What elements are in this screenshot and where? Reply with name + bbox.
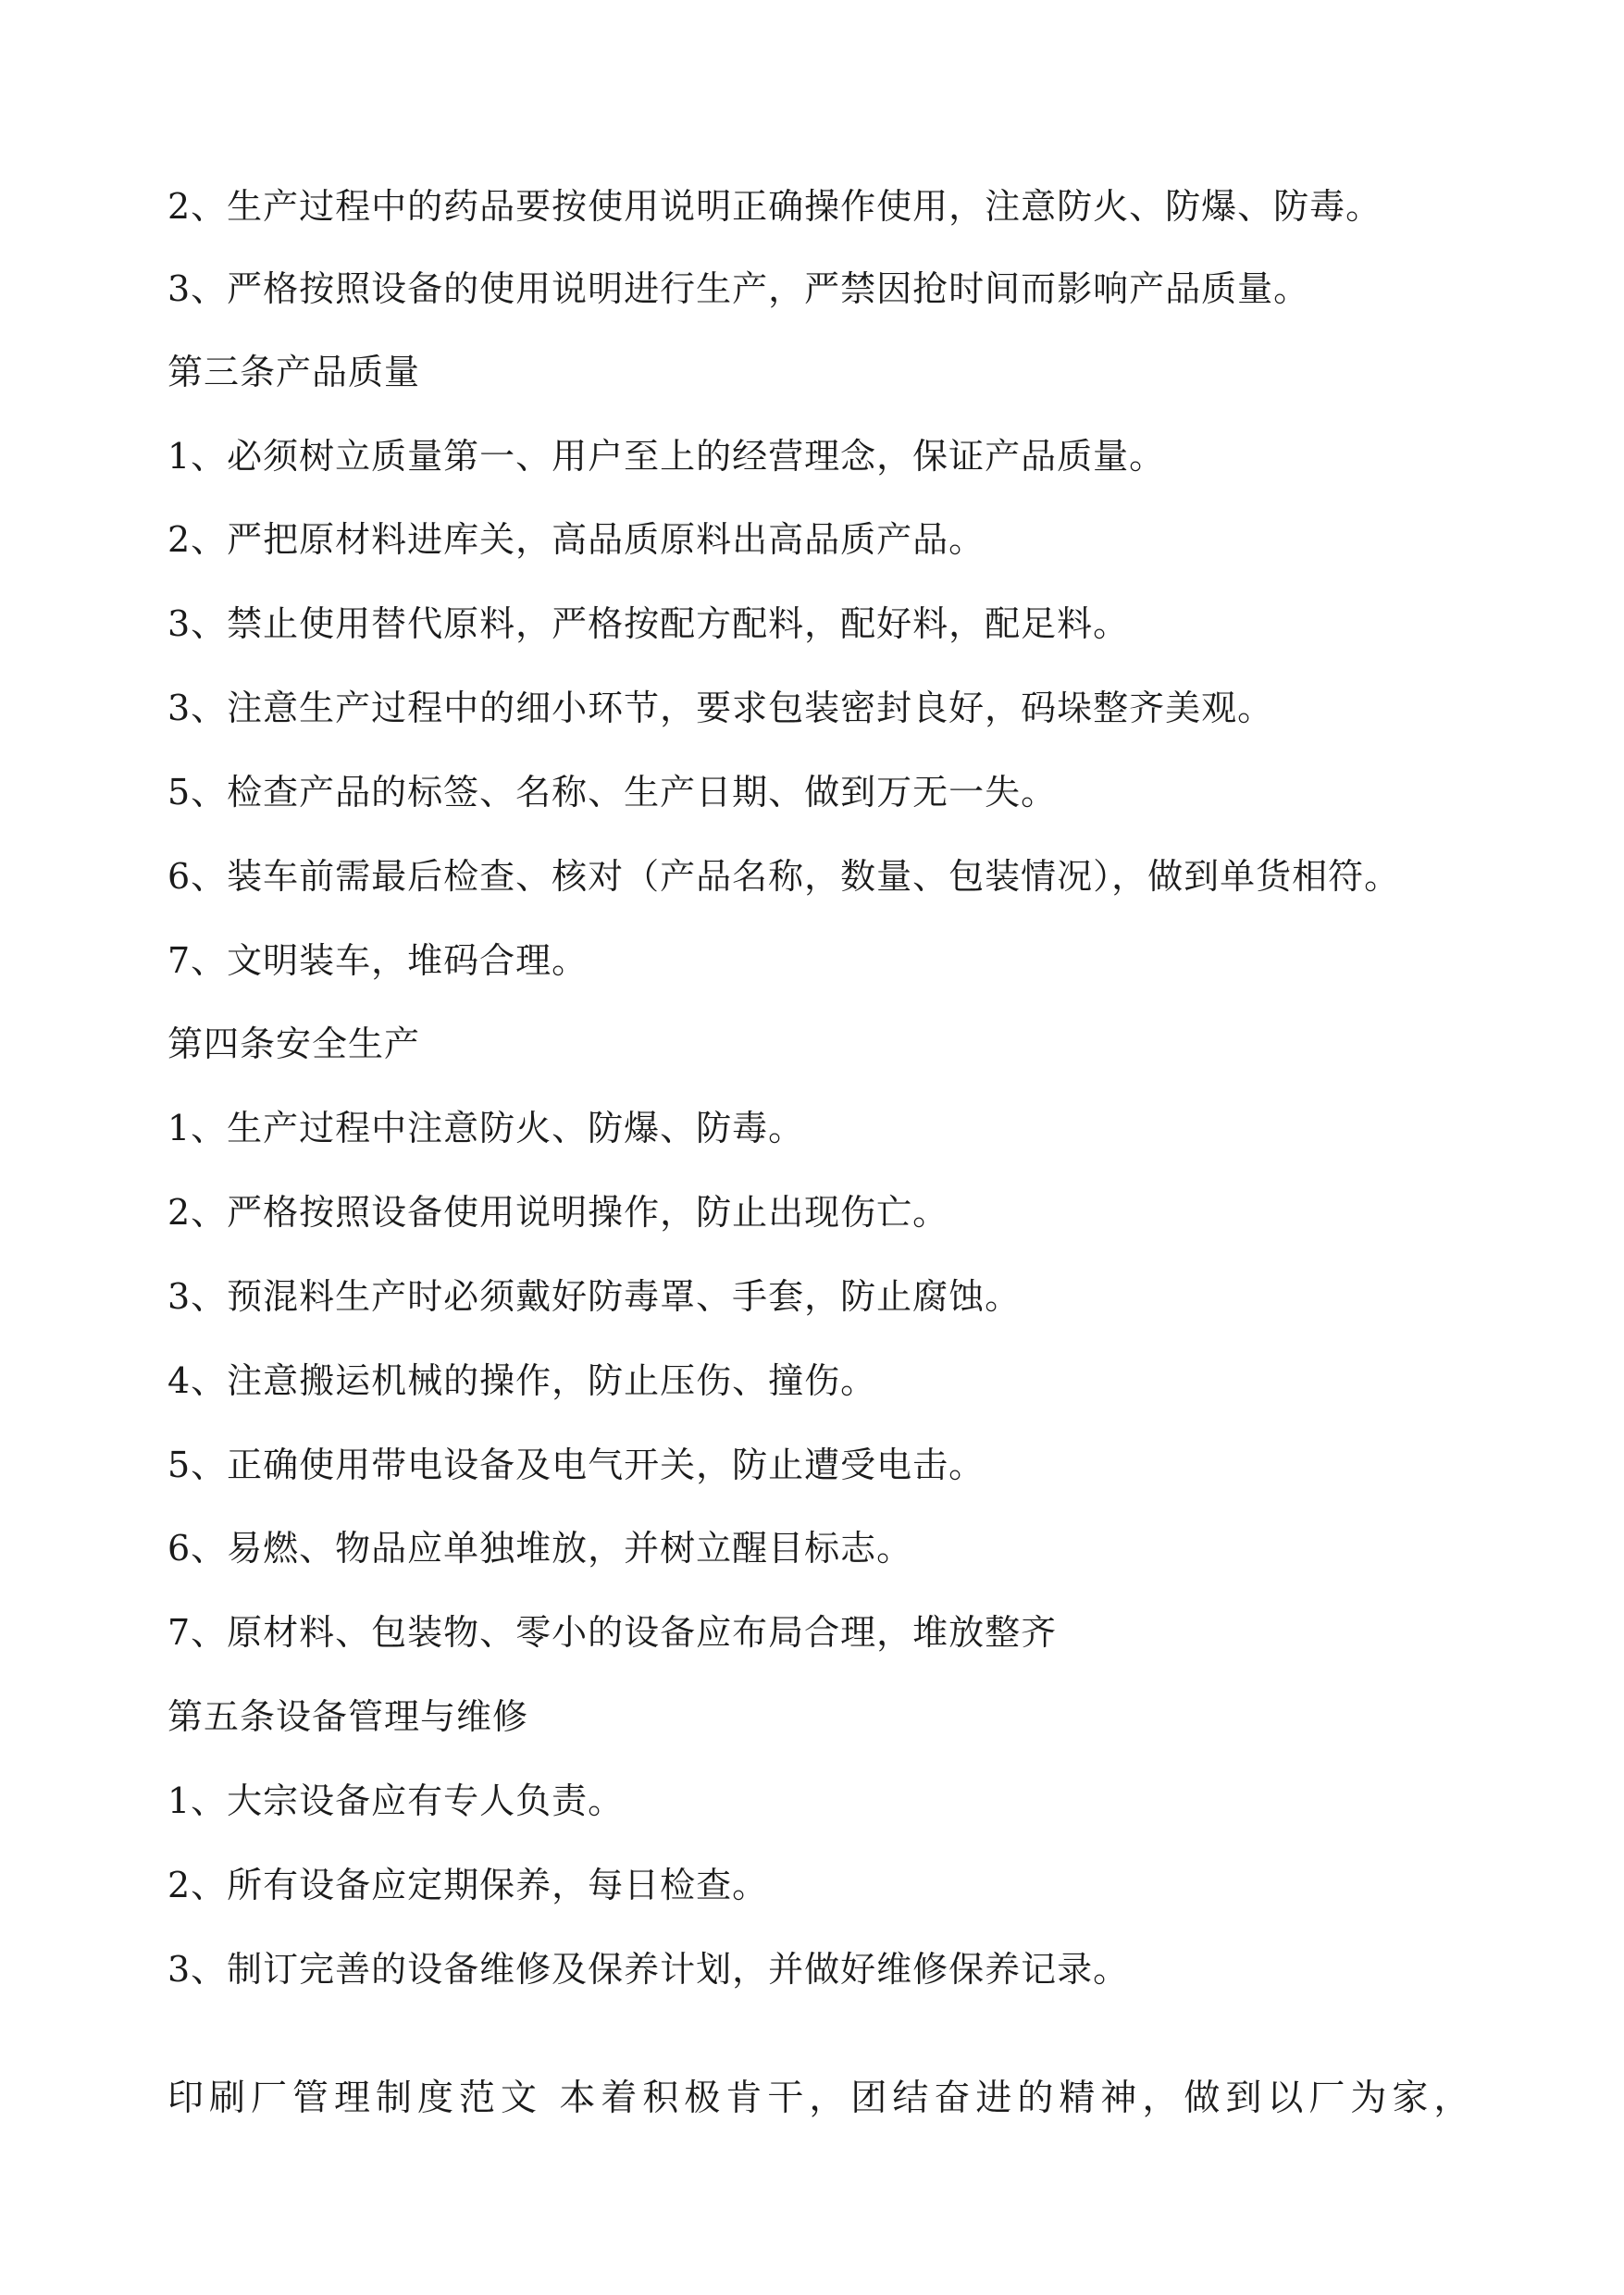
rule-line: 5、检查产品的标签、名称、生产日期、做到万无一失。 [167, 772, 1058, 813]
rule-line: 6、易燃、物品应单独堆放，并树立醒目标志。 [167, 1528, 913, 1569]
rule-line: 3、严格按照设备的使用说明进行生产，严禁因抢时间而影响产品质量。 [167, 268, 1310, 309]
rule-line: 2、严把原材料进库关，高品质原料出高品质产品。 [167, 519, 986, 560]
rule-line: 2、生产过程中的药品要按使用说明正确操作使用，注意防火、防爆、防毒。 [167, 186, 1382, 227]
section-heading: 第三条产品质量 [167, 352, 421, 392]
rule-line: 3、预混料生产时必须戴好防毒罩、手套，防止腐蚀。 [167, 1276, 1022, 1317]
rule-line: 1、必须树立质量第一、用户至上的经营理念，保证产品质量。 [167, 436, 1166, 477]
rule-line: 2、所有设备应定期保养，每日检查。 [167, 1865, 769, 1905]
rule-line: 5、正确使用带电设备及电气开关，防止遭受电击。 [167, 1445, 986, 1485]
section-heading: 第五条设备管理与维修 [167, 1696, 529, 1737]
rule-line: 3、制订完善的设备维修及保养计划，并做好维修保养记录。 [167, 1949, 1130, 1990]
rule-line: 1、大宗设备应有专人负责。 [167, 1780, 625, 1821]
rule-line: 3、注意生产过程中的细小环节，要求包装密封良好，码垛整齐美观。 [167, 688, 1274, 728]
section-heading: 第四条安全生产 [167, 1023, 421, 1064]
paragraph-text: 印刷厂管理制度范文 本着积极肯干，团结奋进的精神，做到以厂为家， [167, 2078, 1476, 2119]
rule-line: 7、文明装车，堆码合理。 [167, 940, 589, 981]
rule-line: 6、装车前需最后检查、核对（产品名称，数量、包装情况），做到单货相符。 [167, 856, 1401, 897]
rule-line: 2、严格按照设备使用说明操作，防止出现伤亡。 [167, 1192, 949, 1233]
rule-line: 3、禁止使用替代原料，严格按配方配料，配好料，配足料。 [167, 603, 1130, 644]
rule-line: 7、原材料、包装物、零小的设备应布局合理，堆放整齐 [167, 1612, 1058, 1653]
rule-line: 1、生产过程中注意防火、防爆、防毒。 [167, 1108, 805, 1148]
rule-line: 4、注意搬运机械的操作，防止压伤、撞伤。 [167, 1360, 877, 1401]
